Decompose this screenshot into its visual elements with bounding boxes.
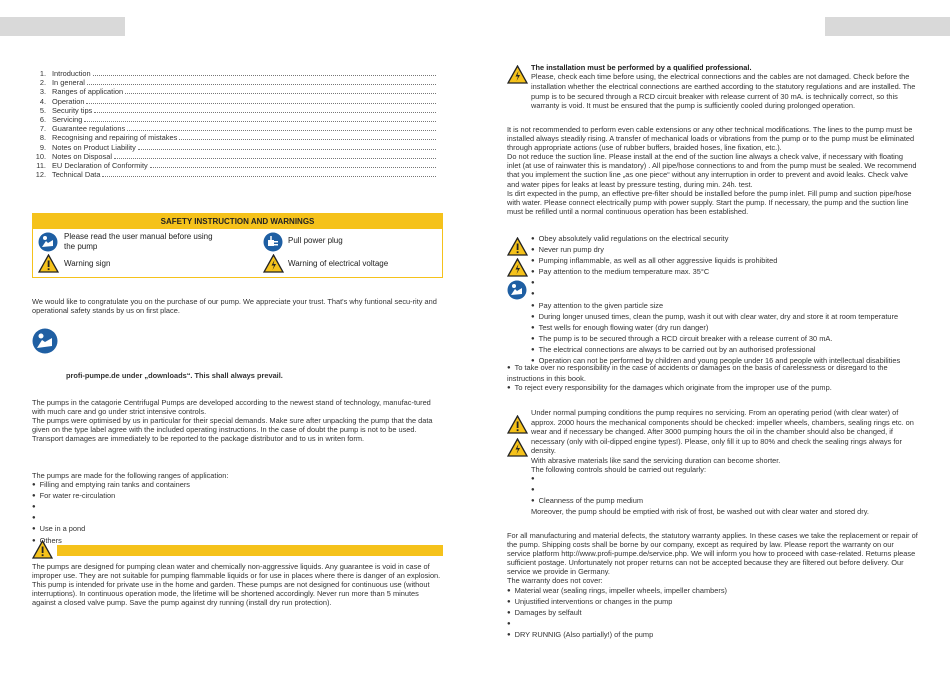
toc-row[interactable]: [30, 97, 436, 106]
install-heading: The installation must be performed by a qualified professional.: [531, 63, 752, 72]
toc-leader-dots: [93, 69, 436, 76]
list-item: ● During longer unused times, clean the pump, wash it out with clear water, dry and store it at room temperature: [531, 312, 921, 323]
guarantee-block: [507, 531, 919, 641]
safety-box: [32, 213, 443, 278]
list-item: ● To take over no responsibility in the case of accidents or damages on the basis of carelessness or disregard to the instructions in this book.: [507, 363, 919, 383]
toc-row[interactable]: [30, 69, 436, 78]
ranges-intro: The pumps are made for the following ranges of application:: [32, 471, 229, 480]
toc-leader-dots: [94, 106, 436, 113]
toc-row[interactable]: [30, 143, 436, 152]
pull-plug-icon: [263, 232, 283, 252]
liability-list: [507, 363, 919, 394]
toc-row[interactable]: [30, 152, 436, 161]
install-block: [531, 63, 917, 111]
toc-title: Guarantee regulations: [52, 124, 126, 134]
toc-number: 4.: [39, 96, 46, 106]
list-item: ● DRY RUNNIG (Also partially!) of the pump: [507, 630, 919, 641]
toc-number: 3.: [39, 87, 46, 97]
toc-row[interactable]: [30, 124, 436, 133]
operation-text: [32, 562, 444, 607]
read-manual-icon: [32, 328, 58, 354]
safety-voltage-text: Warning of electrical voltage: [288, 259, 389, 268]
toc-leader-dots: [127, 124, 436, 131]
toc-title: Security tips: [52, 105, 93, 115]
servicing-moreover: Moreover, the pump should be emptied with risk of frost, be washed out with clear water and stored dry.: [531, 507, 869, 517]
general-para-2: The pumps were optimised by us in particular for their special demands. Make sure after unpacking the pump that the data given on the type label agree with the included operating instructions. In the case of doubt the pump is not to be used. Transport damages are immediately to be reported to the package distributor and to us in writen form.: [32, 416, 433, 444]
toc-title: Recognising and repairing of mistakes: [52, 133, 178, 143]
list-item: ● Use in a pond: [32, 524, 444, 535]
toc-row[interactable]: [30, 161, 436, 170]
list-item: ● Cleanness of the pump medium: [531, 496, 919, 507]
toc-row[interactable]: [30, 170, 436, 179]
operation-para-1: The pumps are designed for pumping clean water and chemically non-aggressive liquids. Any guarantee is void in case of improper use. They are not suitable for pumping flammable liquids or for use in places where there is danger of an explosion.: [32, 562, 441, 581]
servicing-list: [531, 474, 919, 507]
toc-leader-dots: [138, 143, 436, 150]
list-item: ● For water re-circulation: [32, 491, 444, 502]
toc-title: Notes on Product Liability: [52, 142, 136, 152]
table-of-contents: [30, 69, 436, 179]
list-item: ● Pay attention to the given particle size: [531, 301, 921, 312]
toc-title: Operation: [52, 96, 85, 106]
toc-number: 9.: [39, 142, 46, 152]
general-text: [32, 398, 444, 443]
list-item: [531, 289, 921, 300]
servicing-abrasive: With abrasive materials like sand the servicing duration can become shorter.: [531, 455, 781, 465]
list-item: ● Filling and emptying rain tanks and containers: [32, 480, 444, 491]
list-item: ● The pump is to be secured through a RCD circuit breaker with a release current of 30 mA.: [531, 334, 921, 345]
warning-sign-icon: [32, 540, 53, 559]
toc-number: 8.: [39, 133, 46, 143]
safety-manual-text: Please read the user manual before using the pump: [64, 232, 213, 251]
toc-row[interactable]: [30, 115, 436, 124]
electrical-voltage-icon: [507, 438, 528, 457]
operation-para-2: This pump is intended for private use in the home and garden. These pumps are not designed for continuous use (without interruptions). In continuous operation mode, the lifetime will be shortened accordingly. Never run more than 5 minutes against a closed valve pump. Save the pump against dry running (install dry run protection).: [32, 580, 430, 608]
list-item: [32, 513, 444, 524]
toc-title: In general: [52, 78, 85, 88]
toc-title: Technical Data: [52, 170, 101, 180]
toc-row[interactable]: [30, 78, 436, 87]
list-item: ● Pay attention to the medium temperature max. 35°C: [531, 267, 921, 278]
toc-title: Notes on Disposal: [52, 151, 112, 161]
toc-number: 10.: [35, 151, 46, 161]
safety-heading: SAFETY INSTRUCTION AND WARNINGS: [33, 214, 442, 229]
servicing-block: [531, 408, 919, 517]
servicing-controls: The following controls should be carried out regularly:: [531, 465, 707, 475]
toc-leader-dots: [84, 115, 436, 122]
list-item: ● Material wear (sealing rings, impeller wheels, impeller chambers): [507, 586, 919, 597]
list-item: ● Others: [32, 536, 444, 547]
toc-row[interactable]: [30, 106, 436, 115]
install-text: Please, check each time before using, the electrical connections and the cables are not damaged. Check before the installation whether the electrical connections are earthed according to the statutory regulations and are installed. The pump is to be secured through a RCD circuit breaker with release current of 30 mA. is technically correct, so this warranty is void. It must be ensured that the pump is sufficiently cooled during prolonged operation.: [531, 72, 916, 111]
list-item: ● Obey absolutely valid regulations on the electrical security: [531, 234, 921, 245]
header-tab-left: [0, 17, 125, 36]
list-item: [531, 278, 921, 289]
intro-congrats: We would like to congratulate you on the purchase of our pump. We appreciate your trust. That's why funtional secu-rity and operational safety stands by us on first place.: [32, 297, 437, 316]
toc-number: 7.: [39, 124, 46, 134]
toc-title: EU Declaration of Conformity: [52, 161, 148, 171]
toc-leader-dots: [86, 97, 436, 104]
list-item: ● To reject every responsibility for the damages which originate from the improper use of the pump.: [507, 383, 919, 394]
toc-leader-dots: [114, 152, 436, 159]
warning-sign-icon: [38, 254, 59, 273]
electrical-voltage-icon: [507, 65, 528, 84]
toc-title: Ranges of application: [52, 87, 124, 97]
toc-number: 1.: [39, 69, 46, 78]
security-list: [531, 234, 921, 367]
list-item: [32, 502, 444, 513]
list-item: [507, 619, 919, 630]
list-item: [531, 474, 919, 485]
ranges-list: [32, 480, 444, 547]
toc-leader-dots: [179, 133, 436, 140]
warning-sign-icon: [507, 415, 528, 434]
list-item: ● Test wells for enough flowing water (dry run danger): [531, 323, 921, 334]
guarantee-not-cover: The warranty does not cover:: [507, 576, 603, 586]
guarantee-list: [507, 586, 919, 641]
toc-title: Introduction: [52, 69, 91, 78]
intro-downloads: profi-pumpe.de under „downloads“. This shall always prevail.: [66, 371, 283, 380]
safety-warning-text: Warning sign: [64, 259, 111, 268]
operation-highlight-bar: [57, 545, 443, 556]
list-item: [531, 485, 919, 496]
toc-number: 11.: [36, 161, 46, 171]
list-item: ● Operation can not be performed by children and young people under 16 and people with intellectual disabilities: [531, 356, 921, 367]
header-tab-right: [825, 17, 950, 36]
electrical-voltage-icon: [507, 258, 528, 277]
read-manual-icon: [507, 280, 527, 300]
toc-leader-dots: [150, 161, 436, 168]
servicing-text: Under normal pumping conditions the pump requires no servicing. From an operating period (with clear water) of approx. 2000 hours the mechanical components should be checked: impeller wheels, chambers, sealing rings etc. on wear and if necessary be changed. After 3000 pumping hours the oil in the chamber should also be changed, if necessary (only with oil-dipped engine types!). Please, only fill it up to 80% and check the sealing rings always for density.: [531, 408, 914, 456]
toc-leader-dots: [87, 78, 436, 85]
toc-row[interactable]: [30, 87, 436, 96]
toc-leader-dots: [125, 87, 436, 94]
install-para: It is not recommended to perform even cable extensions or any other technical modifications. The lines to the pump must be installed always steadily rising. A transfer of mechanical loads or vibrations from the pump or to the pump must be eliminated through appropriate actions (use of rubber buffers, braided hoses, line fixation, etc.). Do not reduce the suction line. Please install at the end of the suction line always a check valve, if necessary with floating inlet (at use of rainwater this is mandatory) . All pipe/hose connections to and from the pump must be sealed. We recommend that you implement the suction line „as one piece“ without any interruption in order to prevent and avoid leaks. Check valve and water pipes for leaks at least by pressure testing, during min. 24h. test. Is dirt expected in the pump, an effective pre-filter should be installed before the pump inlet. Fill pump and suction pipe/hose with water. Please connect electrically pump with power supply. Start the pump. If necessary, the pump and the suction line must be refilled until a normal continuous operation has been established.: [507, 125, 917, 216]
toc-title: Servicing: [52, 115, 83, 125]
list-item: ● Never run pump dry: [531, 245, 921, 256]
toc-row[interactable]: [30, 133, 436, 142]
warning-sign-icon: [507, 237, 528, 256]
ranges-block: [32, 471, 444, 547]
list-item: ● Unjustified interventions or changes in the pump: [507, 597, 919, 608]
toc-number: 12.: [35, 170, 46, 180]
list-item: ● Damages by selfault: [507, 608, 919, 619]
toc-number: 2.: [39, 78, 46, 88]
list-item: ● Pumping inflammable, as well as all other aggressive liquids is prohibited: [531, 256, 921, 267]
general-para-1: The pumps in the catagorie Centrifugal Pumps are developed according to the newest stand of technology, manufac-tured with much care and go under strict intensive controls.: [32, 398, 431, 417]
toc-number: 6.: [39, 115, 46, 125]
list-item: ● The electrical connections are always to be carried out by an authorised professional: [531, 345, 921, 356]
guarantee-text: For all manufacturing and material defects, the statutory warranty applies. In these cases we take the replacement or repair of the pump. Shipping costs shall be borne by our company, except as required by law. Please report the warranty on our service platform http://www.profi-pumpe.de/service.php. We will inform you how to proceed with case-related. Returns please sufficient postage. Unfortunately not proper returns can not be accepted because they are filtered out before delivery. Our service we provide in Germany.: [507, 531, 918, 577]
electrical-voltage-icon: [263, 254, 284, 273]
toc-number: 5.: [39, 105, 46, 115]
toc-leader-dots: [102, 170, 436, 177]
safety-plug-text: Pull power plug: [288, 236, 343, 245]
read-manual-icon: [38, 232, 58, 252]
